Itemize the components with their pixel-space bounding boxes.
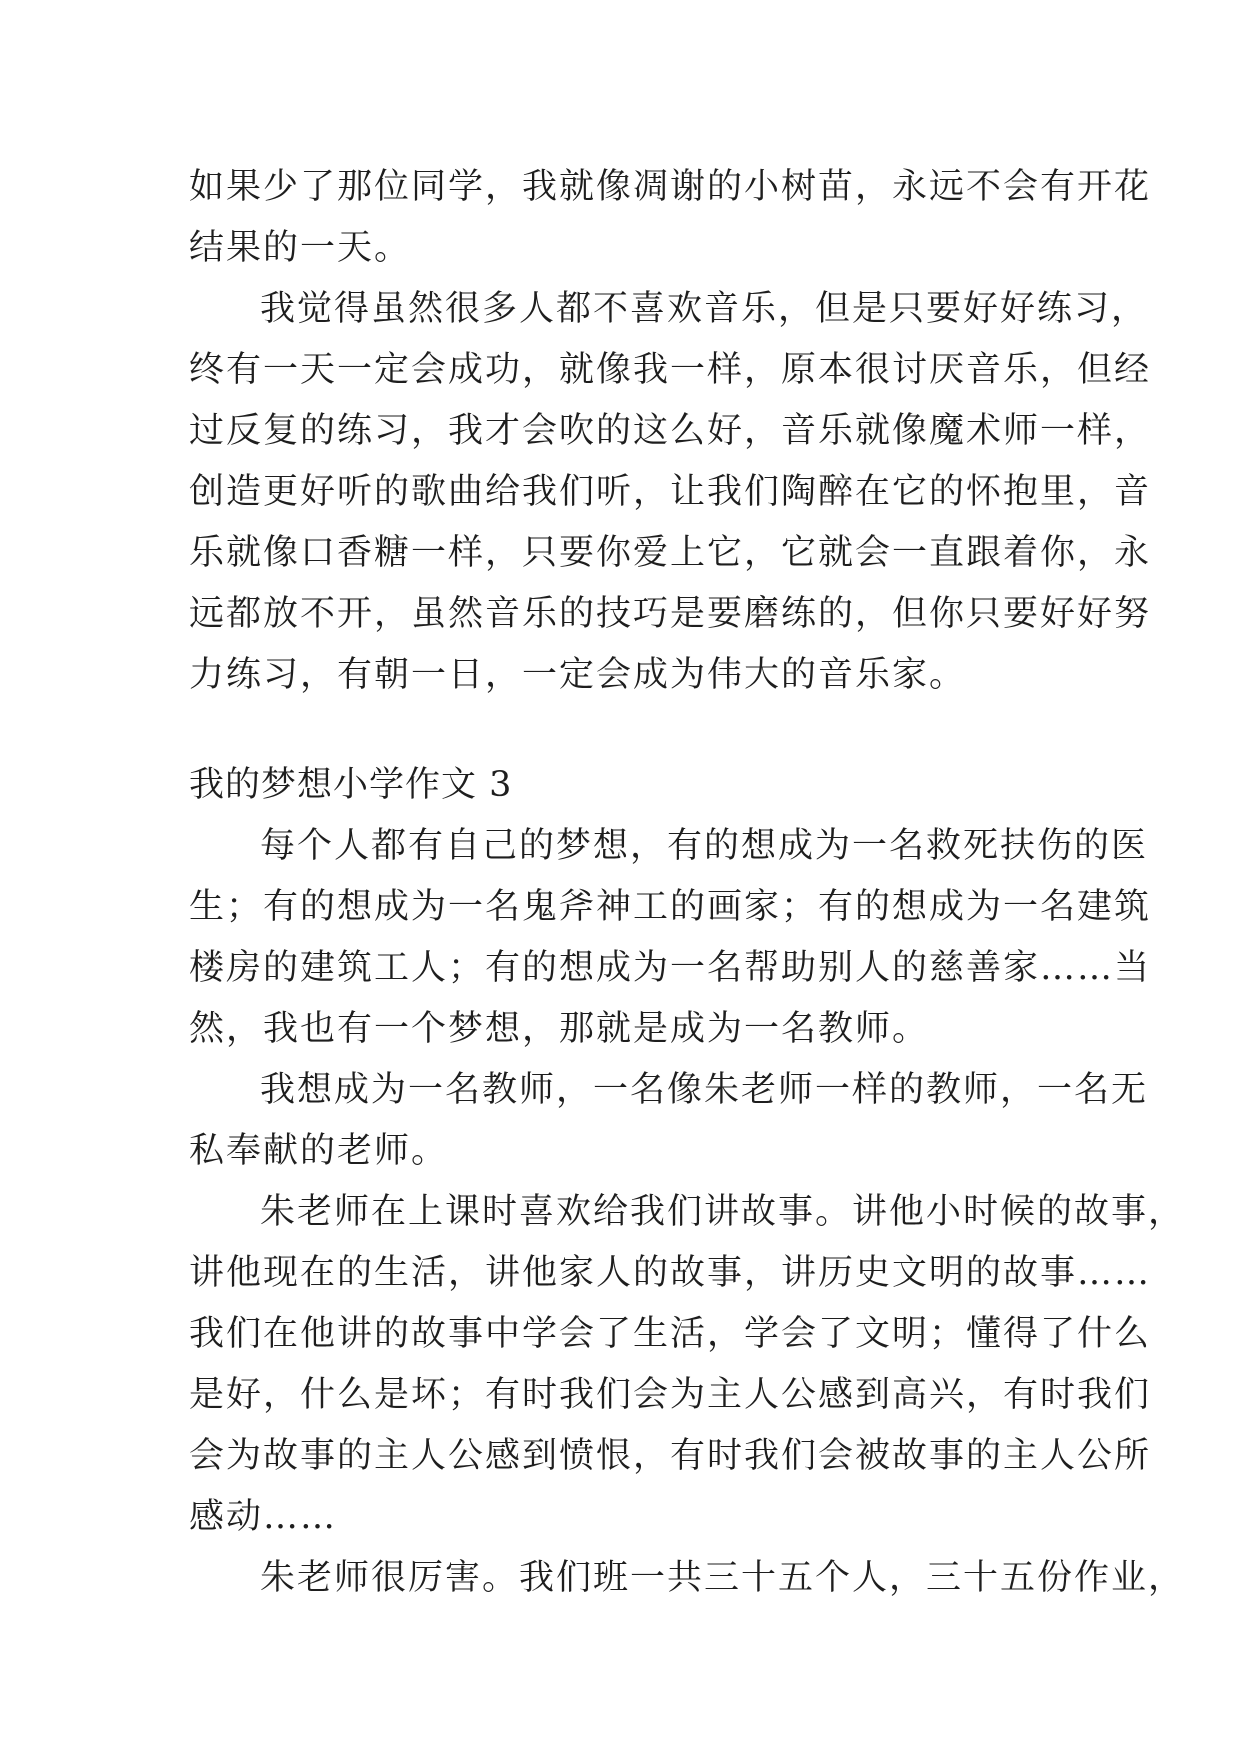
text-line: 每个人都有自己的梦想，有的想成为一名救死扶伤的医 [260,826,1149,866]
section-spacer [189,706,1069,755]
text-line: 感动…… [189,1497,338,1537]
text-line: 过反复的练习，我才会吹的这么好，音乐就像魔术师一样， [189,411,1152,451]
text-line: 终有一天一定会成功，就像我一样，原本很讨厌音乐，但经 [189,350,1152,390]
document-body [189,157,1186,1609]
paragraph-1 [189,157,1152,279]
text-line: 我想成为一名教师，一名像朱老师一样的教师，一名无 [260,1070,1149,1110]
text-line: 讲他现在的生活，讲他家人的故事，讲历史文明的故事…… [189,1253,1152,1293]
text-line: 然，我也有一个梦想，那就是成为一名教师。 [189,1009,930,1049]
text-line: 我觉得虽然很多人都不喜欢音乐，但是只要好好练习， [260,289,1149,329]
paragraph-5 [189,1182,1186,1548]
text-line: 结果的一天。 [189,228,412,268]
text-line: 朱老师在上课时喜欢给我们讲故事。讲他小时候的故事， [260,1192,1186,1232]
text-line: 会为故事的主人公感到愤恨，有时我们会被故事的主人公所 [189,1436,1152,1476]
text-line: 朱老师很厉害。我们班一共三十五个人，三十五份作业， [260,1558,1186,1598]
text-line: 楼房的建筑工人；有的想成为一名帮助别人的慈善家……当 [189,948,1152,988]
text-line: 是好，什么是坏；有时我们会为主人公感到高兴，有时我们 [189,1375,1152,1415]
text-line: 如果少了那位同学，我就像凋谢的小树苗，永远不会有开花 [189,167,1152,207]
text-line: 力练习，有朝一日，一定会成为伟大的音乐家。 [189,655,967,695]
text-line: 私奉献的老师。 [189,1131,449,1171]
paragraph-6 [189,1548,1186,1609]
text-line: 远都放不开，虽然音乐的技巧是要磨练的，但你只要好好努 [189,594,1152,634]
paragraph-2 [189,279,1152,706]
text-line: 生；有的想成为一名鬼斧神工的画家；有的想成为一名建筑 [189,887,1152,927]
text-line: 创造更好听的歌曲给我们听，让我们陶醉在它的怀抱里，音 [189,472,1152,512]
paragraph-4 [189,1060,1149,1182]
text-line: 我们在他讲的故事中学会了生活，学会了文明；懂得了什么 [189,1314,1152,1354]
text-line: 乐就像口香糖一样，只要你爱上它，它就会一直跟着你，永 [189,533,1152,573]
paragraph-3 [189,816,1152,1060]
section-title: 我的梦想小学作文 3 [189,765,513,805]
